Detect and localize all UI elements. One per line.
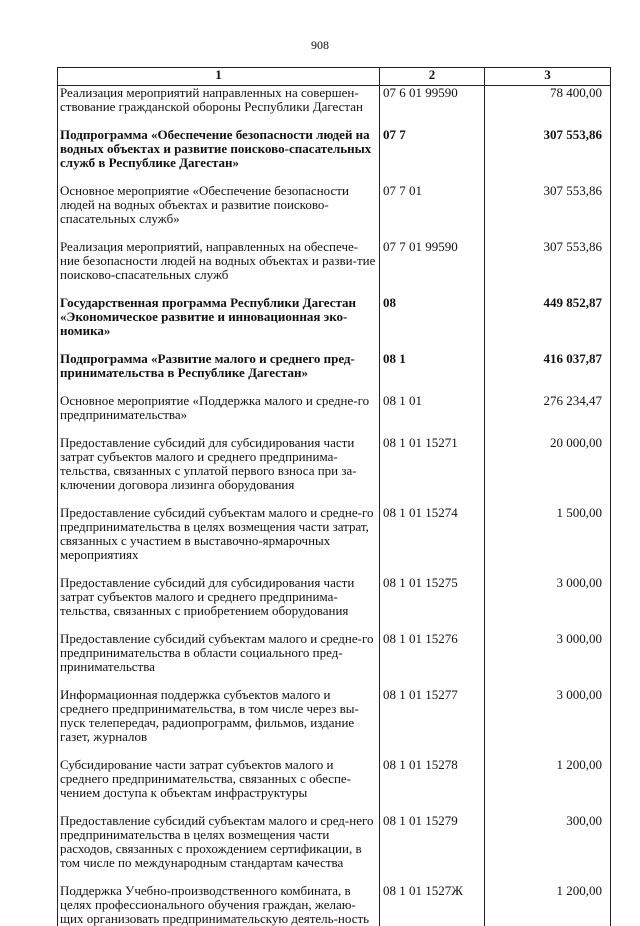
row-sum: 276 234,47 xyxy=(485,394,611,422)
spacer-cell xyxy=(485,870,611,884)
spacer-cell xyxy=(58,422,380,436)
spacer-cell xyxy=(485,800,611,814)
spacer-cell xyxy=(380,674,485,688)
spacer-cell xyxy=(380,114,485,128)
row-name: Основное мероприятие «Поддержка малого и средне-го предпринимательства» xyxy=(58,394,380,422)
row-sum: 449 852,87 xyxy=(485,296,611,338)
spacer-cell xyxy=(58,170,380,184)
row-code: 08 1 01 15279 xyxy=(380,814,485,870)
spacer-cell xyxy=(485,744,611,758)
row-code: 08 1 01 15277 xyxy=(380,688,485,744)
spacer-cell xyxy=(380,492,485,506)
header-col-2: 2 xyxy=(380,68,485,86)
row-code: 08 1 01 15274 xyxy=(380,506,485,562)
table-row xyxy=(58,688,611,744)
row-name: Предоставление субсидий субъектам малого и сред-него предпринимательства в целях возмещения части расходов, связанных с прохождением сертификации, в том числе по международным стандартам качества xyxy=(58,814,380,870)
spacer-cell xyxy=(380,562,485,576)
row-name: Государственная программа Республики Дагестан «Экономическое развитие и инновационная эко-номика» xyxy=(58,296,380,338)
spacer-cell xyxy=(58,338,380,352)
row-code: 08 1 01 15271 xyxy=(380,436,485,492)
spacer-cell xyxy=(380,800,485,814)
spacer-cell xyxy=(380,170,485,184)
spacer-cell xyxy=(485,492,611,506)
row-spacer xyxy=(58,618,611,632)
row-name: Реализация мероприятий, направленных на обеспече-ние безопасности людей на водных объектах и разви-тие поисково-спасательных служб xyxy=(58,240,380,282)
table-row xyxy=(58,814,611,870)
spacer-cell xyxy=(380,870,485,884)
row-code: 07 7 xyxy=(380,128,485,170)
row-spacer xyxy=(58,492,611,506)
row-code: 08 1 01 xyxy=(380,394,485,422)
table-row xyxy=(58,632,611,674)
spacer-cell xyxy=(485,114,611,128)
row-spacer xyxy=(58,380,611,394)
row-code: 08 1 01 15275 xyxy=(380,576,485,618)
row-code: 07 7 01 xyxy=(380,184,485,226)
row-code: 08 xyxy=(380,296,485,338)
row-sum: 3 000,00 xyxy=(485,688,611,744)
table-body xyxy=(58,86,611,926)
row-spacer xyxy=(58,674,611,688)
spacer-cell xyxy=(380,380,485,394)
spacer-cell xyxy=(485,170,611,184)
spacer-cell xyxy=(58,562,380,576)
table-row xyxy=(58,436,611,492)
table-row xyxy=(58,86,611,115)
header-col-3: 3 xyxy=(485,68,611,86)
spacer-cell xyxy=(58,226,380,240)
table-row xyxy=(58,128,611,170)
spacer-cell xyxy=(380,422,485,436)
row-sum: 307 553,86 xyxy=(485,240,611,282)
spacer-cell xyxy=(58,800,380,814)
row-name: Поддержка Учебно-производственного комбината, в целях профессионального обучения граждан, желаю-щих организовать предпринимательскую деятель-ность xyxy=(58,884,380,926)
row-code: 08 1 01 15278 xyxy=(380,758,485,800)
spacer-cell xyxy=(58,380,380,394)
row-sum: 300,00 xyxy=(485,814,611,870)
spacer-cell xyxy=(58,870,380,884)
row-name: Предоставление субсидий для субсидирования части затрат субъектов малого и среднего предпринима-тельства, связанных с уплатой первого взноса при за-ключении договора лизинга оборудования xyxy=(58,436,380,492)
row-name: Подпрограмма «Развитие малого и среднего пред-принимательства в Республике Дагестан» xyxy=(58,352,380,380)
row-name: Предоставление субсидий субъектам малого и средне-го предпринимательства в области социального пред-принимательства xyxy=(58,632,380,674)
spacer-cell xyxy=(58,282,380,296)
spacer-cell xyxy=(58,114,380,128)
spacer-cell xyxy=(485,282,611,296)
row-name: Информационная поддержка субъектов малого и среднего предпринимательства, в том числе через вы-пуск телепередач, радиопрограмм, фильмов, издание газет, журналов xyxy=(58,688,380,744)
row-sum: 307 553,86 xyxy=(485,184,611,226)
spacer-cell xyxy=(485,422,611,436)
row-name: Подпрограмма «Обеспечение безопасности людей на водных объектах и развитие поисково-спасательных служб в Республике Дагестан» xyxy=(58,128,380,170)
row-code: 07 7 01 99590 xyxy=(380,240,485,282)
row-sum: 307 553,86 xyxy=(485,128,611,170)
row-name: Основное мероприятие «Обеспечение безопасности людей на водных объектах и развитие поисково-спасательных служб» xyxy=(58,184,380,226)
row-spacer xyxy=(58,744,611,758)
row-spacer xyxy=(58,226,611,240)
row-code: 07 6 01 99590 xyxy=(380,86,485,115)
budget-table xyxy=(57,67,611,926)
spacer-cell xyxy=(58,618,380,632)
row-spacer xyxy=(58,422,611,436)
row-name: Предоставление субсидий субъектам малого и средне-го предпринимательства в целях возмещения части затрат, связанных с участием в выставочно-ярмарочных мероприятиях xyxy=(58,506,380,562)
row-sum: 1 200,00 xyxy=(485,884,611,926)
row-code: 08 1 01 1527Ж xyxy=(380,884,485,926)
row-name: Реализация мероприятий направленных на совершен-ствование гражданской обороны Республики Дагестан xyxy=(58,86,380,115)
table-row xyxy=(58,506,611,562)
table-header-row xyxy=(58,68,611,86)
table-row xyxy=(58,184,611,226)
page-number: 908 xyxy=(0,38,640,53)
row-sum: 416 037,87 xyxy=(485,352,611,380)
spacer-cell xyxy=(58,744,380,758)
row-code: 08 1 xyxy=(380,352,485,380)
row-sum: 3 000,00 xyxy=(485,576,611,618)
row-spacer xyxy=(58,800,611,814)
row-spacer xyxy=(58,282,611,296)
spacer-cell xyxy=(380,282,485,296)
spacer-cell xyxy=(485,338,611,352)
header-col-1: 1 xyxy=(58,68,380,86)
spacer-cell xyxy=(58,674,380,688)
table-row xyxy=(58,240,611,282)
row-spacer xyxy=(58,562,611,576)
row-sum: 78 400,00 xyxy=(485,86,611,115)
row-spacer xyxy=(58,170,611,184)
spacer-cell xyxy=(380,618,485,632)
spacer-cell xyxy=(485,618,611,632)
row-spacer xyxy=(58,870,611,884)
spacer-cell xyxy=(485,226,611,240)
spacer-cell xyxy=(485,562,611,576)
spacer-cell xyxy=(380,338,485,352)
table-row xyxy=(58,758,611,800)
row-spacer xyxy=(58,114,611,128)
table-row xyxy=(58,884,611,926)
row-code: 08 1 01 15276 xyxy=(380,632,485,674)
spacer-cell xyxy=(380,744,485,758)
spacer-cell xyxy=(485,380,611,394)
row-sum: 20 000,00 xyxy=(485,436,611,492)
row-sum: 1 200,00 xyxy=(485,758,611,800)
table-row xyxy=(58,296,611,338)
row-name: Предоставление субсидий для субсидирования части затрат субъектов малого и среднего предпринима-тельства, связанных с приобретением оборудования xyxy=(58,576,380,618)
row-sum: 3 000,00 xyxy=(485,632,611,674)
spacer-cell xyxy=(485,674,611,688)
table-row xyxy=(58,352,611,380)
spacer-cell xyxy=(58,492,380,506)
row-sum: 1 500,00 xyxy=(485,506,611,562)
row-name: Субсидирование части затрат субъектов малого и среднего предпринимательства, связанных с обеспе-чением доступа к объектам инфраструктуры xyxy=(58,758,380,800)
table-row xyxy=(58,576,611,618)
spacer-cell xyxy=(380,226,485,240)
table-row xyxy=(58,394,611,422)
row-spacer xyxy=(58,338,611,352)
